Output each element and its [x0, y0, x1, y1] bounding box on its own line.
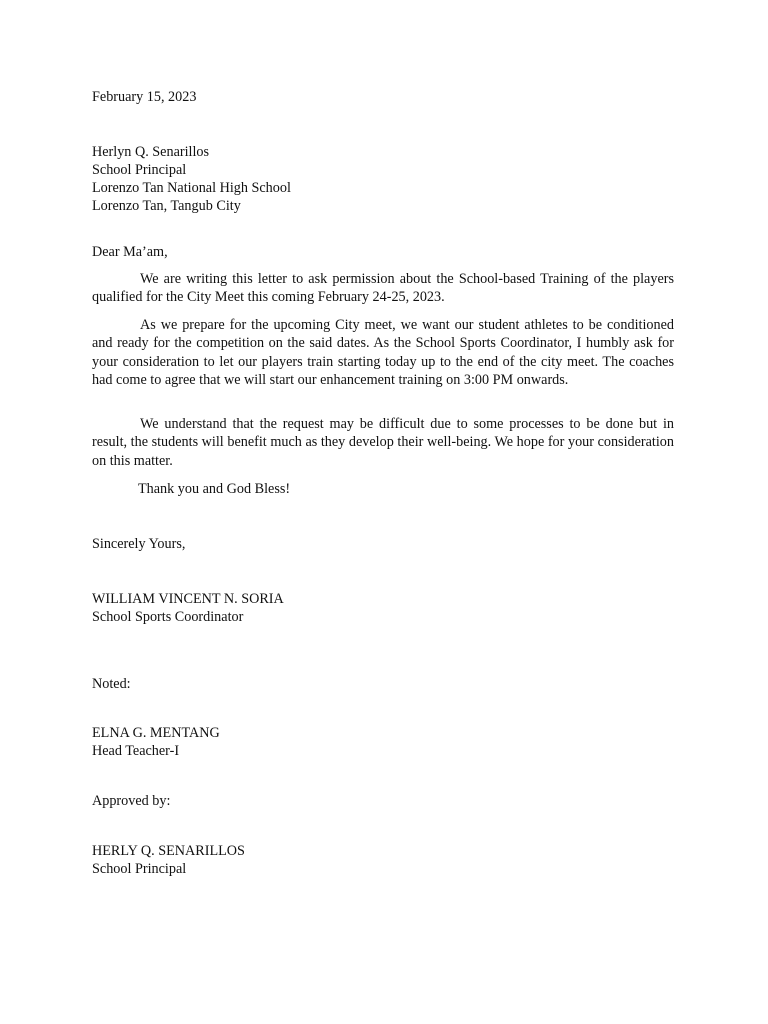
recipient-name: Herlyn Q. Senarillos [92, 144, 210, 160]
body-paragraph: We are writing this letter to ask permission about the School-based Training of the players qualified for the City Meet this coming February 24-25, 2023. [92, 271, 674, 306]
recipient-address: Lorenzo Tan, Tangub City [92, 198, 241, 214]
noted-name: ELNA G. MENTANG [92, 725, 220, 741]
salutation: Dear Ma’am, [92, 244, 168, 260]
thanks-line: Thank you and God Bless! [138, 481, 291, 497]
letter-date: February 15, 2023 [92, 89, 197, 105]
sender-name: WILLIAM VINCENT N. SORIA [92, 591, 284, 607]
recipient-school: Lorenzo Tan National High School [92, 180, 291, 196]
recipient-block [92, 143, 291, 215]
noted-title: Head Teacher-I [92, 743, 180, 759]
approved-label: Approved by: [92, 793, 171, 809]
body-paragraph: We understand that the request may be difficult due to some processes to be done but in result, the students will benefit much as they develop their well-being. We hope for your consideration on this matter. [92, 416, 674, 469]
noted-signature-block [92, 724, 220, 760]
closing: Sincerely Yours, [92, 536, 186, 552]
noted-label: Noted: [92, 676, 131, 692]
recipient-title: School Principal [92, 162, 187, 178]
approved-title: School Principal [92, 861, 187, 877]
body-paragraph: As we prepare for the upcoming City meet, we want our student athletes to be conditioned and ready for the competition on the said dates. As the School Sports Coordinator, I humbly ask for your consideration to let our players train starting today up to the end of the city meet. The coaches had come to agree that we will start our enhancement training on 3:00 PM onwards. [92, 317, 674, 388]
sender-signature-block [92, 590, 284, 626]
approved-signature-block [92, 842, 245, 878]
sender-title: School Sports Coordinator [92, 609, 244, 625]
approved-name: HERLY Q. SENARILLOS [92, 843, 245, 859]
